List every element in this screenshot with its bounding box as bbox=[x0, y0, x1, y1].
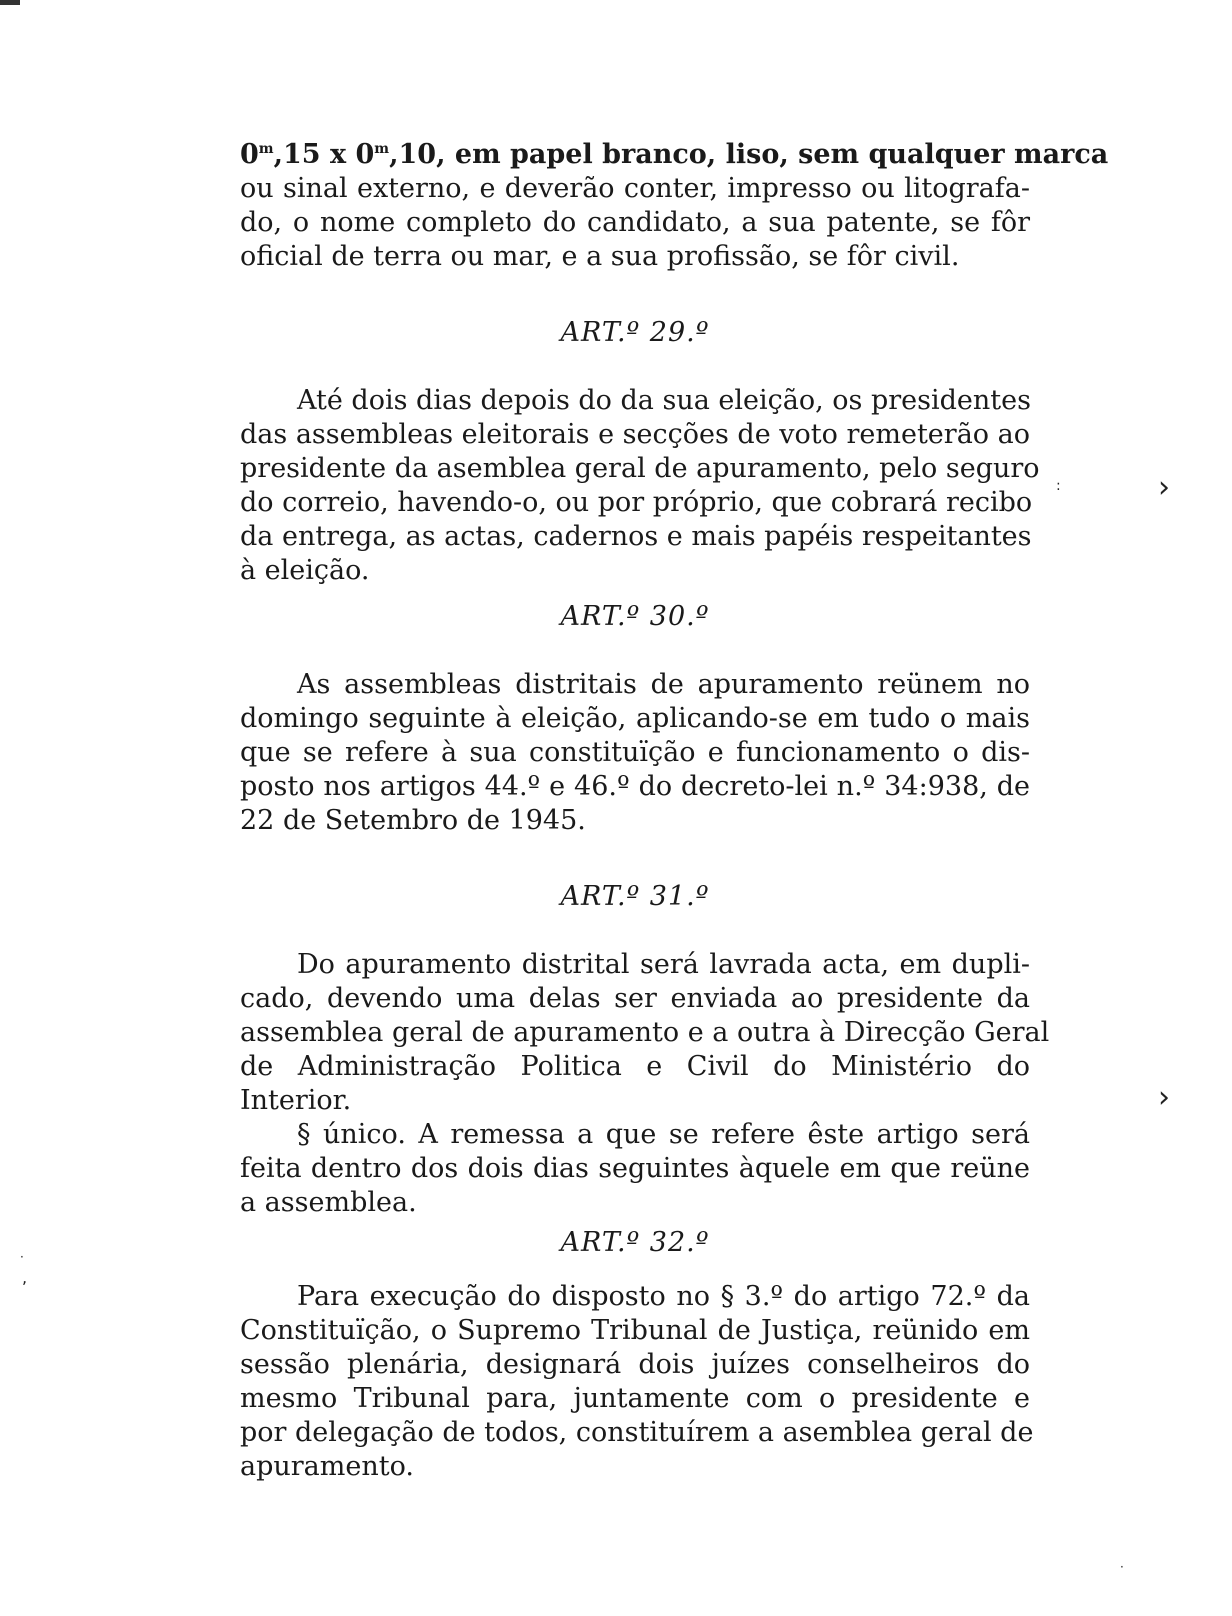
art29-line: à eleição. bbox=[240, 555, 370, 586]
art31-line: de Administração Politica e Civil do Ministério do bbox=[240, 1051, 1030, 1082]
article-29-paragraph bbox=[240, 384, 1040, 588]
art30-line: que se refere à sua constituïção e funcionamento o dis- bbox=[240, 737, 1030, 768]
art32-line: Constituïção, o Supremo Tribunal de Justiça, reünido em bbox=[240, 1315, 1030, 1346]
art31-line: Interior. bbox=[240, 1085, 352, 1116]
article-30-paragraph bbox=[240, 668, 1030, 838]
article-31-paragraph bbox=[240, 948, 1050, 1220]
article-32-paragraph bbox=[240, 1280, 1034, 1484]
intro-line-3: do, o nome completo do candidato, a sua patente, se fôr bbox=[240, 207, 1030, 238]
article-31-heading: ART.º 31.º bbox=[560, 881, 710, 912]
art31-paragraph-line: § único. A remessa a que se refere êste artigo será bbox=[297, 1119, 1030, 1150]
art29-line: Até dois dias depois do da sua eleição, os presidentes bbox=[297, 385, 1031, 416]
margin-mark: › bbox=[1158, 1080, 1170, 1115]
art30-line: posto nos artigos 44.º e 46.º do decreto-lei n.º 34:938, de bbox=[240, 771, 1030, 802]
intro-line-1: 0$^m$,15 x 0$^m$,10, em papel branco, liso, sem qualquer marca bbox=[240, 139, 1109, 170]
art29-line: das assembleas eleitorais e secções de voto remeterão ao bbox=[240, 419, 1030, 450]
art31-line: assemblea geral de apuramento e a outra à Direcção Geral bbox=[240, 1017, 1050, 1048]
article-32-heading: ART.º 32.º bbox=[560, 1227, 710, 1258]
art29-line: presidente da asembleа geral de apuramento, pelo seguro bbox=[240, 453, 1040, 484]
art31-line: cado, devendo uma delas ser enviada ao presidente da bbox=[240, 983, 1030, 1014]
margin-dot: , bbox=[22, 1268, 28, 1287]
art29-line: do correio, havendo-o, ou por próprio, que cobrará recibo bbox=[240, 487, 1033, 518]
art31-paragraph-line: feita dentro dos dois dias seguintes àquele em que reüne bbox=[240, 1153, 1030, 1184]
art30-line: domingo seguinte à eleição, aplicando-se em tudo o mais bbox=[240, 703, 1030, 734]
art30-line: 22 de Setembro de 1945. bbox=[240, 805, 586, 836]
art32-line: mesmo Tribunal para, juntamente com o presidente e bbox=[240, 1383, 1030, 1414]
scan-artifact bbox=[0, 0, 20, 5]
article-29-heading: ART.º 29.º bbox=[560, 317, 710, 348]
intro-line-4: oficial de terra ou mar, e a sua profissão, se fôr civil. bbox=[240, 241, 960, 272]
art31-line: Do apuramento distrital será lavrada acta, em dupli- bbox=[297, 949, 1030, 980]
intro-line-2: ou sinal externo, e deverão conter, impresso ou litografa- bbox=[240, 173, 1030, 204]
art31-paragraph-line: a assemblea. bbox=[240, 1187, 417, 1218]
intro-paragraph bbox=[240, 138, 1109, 274]
margin-mark: › bbox=[1158, 470, 1170, 505]
margin-dot: · bbox=[1120, 1560, 1124, 1574]
margin-dot: · bbox=[20, 1250, 24, 1264]
art32-line: Para execução do disposto no § 3.º do artigo 72.º da bbox=[297, 1281, 1030, 1312]
margin-dot: : bbox=[1056, 478, 1061, 494]
art32-line: sessão plenária, designará dois juízes conselheiros do bbox=[240, 1349, 1030, 1380]
article-30-heading: ART.º 30.º bbox=[560, 601, 710, 632]
art32-line: apuramento. bbox=[240, 1451, 414, 1482]
art30-line: As assembleas distritais de apuramento reünem no bbox=[297, 669, 1030, 700]
art29-line: da entrega, as actas, cadernos e mais papéis respeitantes bbox=[240, 521, 1032, 552]
art32-line: por delegação de todos, constituírem a asemblea geral de bbox=[240, 1417, 1034, 1448]
